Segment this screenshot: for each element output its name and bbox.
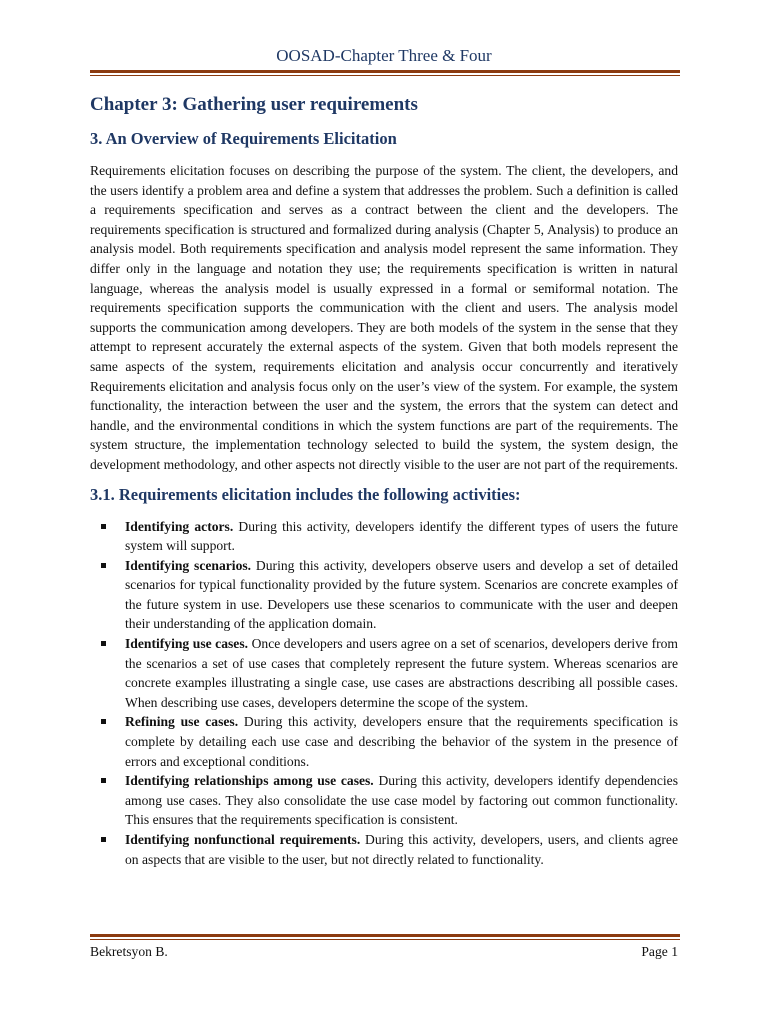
page-content [90,94,678,869]
activity-text: During this activity, developers observe users and develop a set of detailed scenarios for typical functionality provided by the future system. Scenarios are concrete examples of the future system in use. Developers use these scenarios to communicate with the user and deepen their understanding of the application domain. [125,557,678,632]
activity-term: Refining use cases. [125,714,239,730]
section-heading-activities: 3.1. Requirements elicitation includes the following activities: [90,484,521,504]
list-item [90,771,678,830]
list-item [90,830,678,869]
bullet-icon [101,524,106,529]
bullet-icon [101,719,106,724]
running-header: OOSAD-Chapter Three & Four [276,46,492,65]
footer-rule-thick [90,934,680,937]
activity-term: Identifying nonfunctional requirements. [125,832,361,847]
bullet-icon [101,837,106,842]
activity-text: During this activity, developers ensure that the requirements specification is complete by detailing each use case and describing the behavior of the system in the presence of errors and exceptional conditions. [125,714,679,769]
list-item [90,556,678,634]
activity-text: During this activity, developers identify the different types of users the future system will support. [125,518,678,554]
bullet-icon [101,641,106,646]
bullet-icon [101,563,106,568]
footer-author: Bekretsyon B. [90,944,168,959]
footer-rule-thin [90,939,680,940]
list-item [90,517,678,556]
activity-text: During this activity, developers identify dependencies among use cases. They also consolidate the use case model by factoring out common functionality. This ensures that the requirements specification is consistent. [125,773,678,828]
list-item [90,712,678,771]
bullet-icon [101,778,106,783]
header-rule-thin [90,75,680,76]
section-heading-overview: 3. An Overview of Requirements Elicitation [90,129,397,148]
activity-text: Once developers and users agree on a set of scenarios, developers derive from the scenarios a set of use cases that completely represent the future system. Whereas scenarios are concrete examples illustrating a single case, use cases are abstractions describing all possible cases. When describing use cases, developers determine the scope of the system. [125,636,678,710]
activity-term: Identifying use cases. [125,636,249,652]
header-rule-thick [90,70,680,73]
page-number: Page 1 [641,944,678,959]
overview-paragraph: Requirements elicitation focuses on describing the purpose of the system. The client, the developers, and the users identify a problem area and define a system that addresses the problem. Such a definition is called a requirements specification and serves as a contract between the client and the developers. The requirements specification is structured and formalized during analysis (Chapter 5, Analysis) to produce an analysis model. Both requirements specification and analysis model represent the same information. They differ only in the language and notation they use; the requirements specification is written in natural language, whereas the analysis model is usually expressed in a formal or semiformal notation. The requirements specification supports the communication with the client and users. The analysis model supports the communication among developers. They are both models of the system in the sense that they attempt to represent accurately the external aspects of the system. Given that both models represent the same aspects of the system, requirements elicitation and analysis occur concurrently and iteratively Requirements elicitation and analysis focus only on the user’s view of the system. For example, the system functionality, the interaction between the user and the system, the errors that the system can detect and handle, and the environmental conditions in which the system functions are part of the requirements. The system structure, the implementation technology selected to build the system, the system design, the development methodology, and other aspects not directly visible to the user are not part of the requirements. [90,163,679,472]
activity-text: During this activity, developers, users, and clients agree on aspects that are visible to the user, but not directly related to functionality. [125,832,678,867]
activity-term: Identifying relationships among use cases. [125,773,374,789]
activity-term: Identifying scenarios. [125,557,252,573]
list-item [90,634,678,712]
chapter-title: Chapter 3: Gathering user requirements [90,94,418,115]
activities-list [90,517,678,870]
activity-term: Identifying actors. [125,518,234,534]
